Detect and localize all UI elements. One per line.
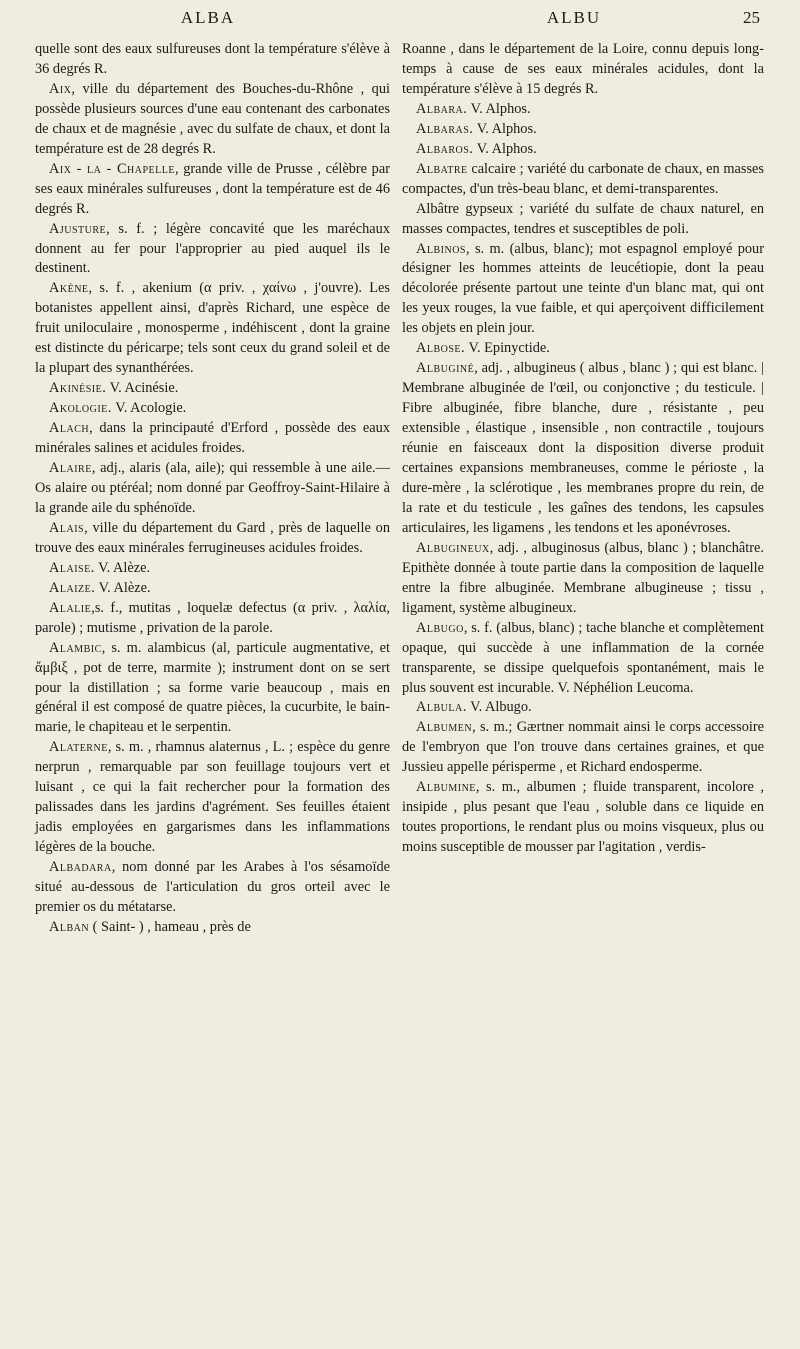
entry-definition: V. Alphos.: [473, 120, 537, 137]
dictionary-entry: [402, 100, 764, 120]
entry-definition: , adj., alaris (ala, aile); qui ressemble à une aile.—Os alaire ou ptéréal; nom donné par Geoffroy-Saint-Hilaire à la grande aile du sphénoïde.: [35, 460, 390, 516]
entry-headword: Alambic: [49, 639, 102, 656]
entry-definition: , ville du département du Gard , près de laquelle on trouve des eaux minérales ferrugineuses acidules froides.: [35, 519, 390, 556]
dictionary-entry: [402, 240, 764, 340]
right-running-title: ALBU: [546, 8, 602, 27]
entry-definition: ,s. f., mutitas , loquelæ defectus (α priv. , λαλία, parole) ; mutisme , privation de la parole.: [35, 599, 390, 636]
entry-headword: Albinos: [416, 240, 466, 257]
dictionary-entry: [402, 698, 764, 718]
entry-definition: , s. f. ; légère concavité que les maréchaux donnent au fer pour l'approprier au pied auquel ils le destinent.: [35, 220, 390, 277]
entry-headword: Albula.: [416, 699, 467, 716]
dictionary-entry: [402, 778, 764, 858]
entry-headword: Albose.: [416, 340, 466, 357]
entry-definition: , s. m. , rhamnus alaternus , L. ; espèce du genre nerprun , remarquable par son feuillage toujours vert et luisant , ce qui la fait rechercher pour la formation des palissades dans les jardins d'agrément. Ses feuilles étaient jadis employées en gargarismes dans les inflammations légères de la bouche.: [35, 739, 390, 856]
dictionary-entry: [402, 120, 764, 140]
running-header: [34, 8, 760, 34]
entry-definition: V. Acinésie.: [106, 380, 179, 397]
entry-definition: , s. m. (albus, blanc); mot espagnol employé pour désigner les hommes atteints de leucétiopie, dont la peau décolorée présente partout une teinte d'un blanc mat, qui ont les yeux rouges, la vue faible, et qui aperçoivent difficilement les objets en plein jour.: [402, 240, 764, 337]
left-running-title: ALBA: [180, 8, 236, 27]
dictionary-entry: [402, 160, 764, 200]
dictionary-entry: [402, 40, 764, 100]
entry-headword: Albumine: [416, 779, 476, 796]
dictionary-entry: [35, 459, 390, 519]
entry-headword: Albumen: [416, 719, 473, 736]
entry-headword: Alaise.: [49, 559, 95, 576]
dictionary-entry: [402, 200, 764, 240]
dictionary-entry: [35, 40, 390, 80]
dictionary-entry: [402, 339, 764, 359]
entry-definition: ( Saint- ) , hameau , près de: [89, 918, 251, 935]
entry-headword: Akinésie.: [49, 380, 107, 397]
entry-headword: Albugo: [416, 619, 464, 636]
dictionary-entry: [35, 559, 390, 579]
entry-definition: V. Alèze.: [94, 559, 151, 576]
entry-definition: , adj. , albuginosus (albus, blanc ) ; blanchâtre. Epithète donnée à toute partie dans la composition de laquelle entre la fibre albuginée. Membrane albugineuse ; tissu , ligament, système albugineux.: [402, 539, 764, 616]
entry-headword: Albadara: [49, 859, 112, 876]
dictionary-entry: [35, 220, 390, 280]
entry-definition: , s. m., albumen ; fluide transparent, incolore , insipide , plus pesant que l'eau , soluble dans ce liquide en toutes proportions, le rendant plus ou moins visqueux, plus ou moins susceptible de mousser par l'agitation , verdis-: [402, 779, 764, 856]
entry-headword: Alaize.: [49, 579, 96, 596]
entry-headword: Ajusture: [49, 220, 107, 237]
dictionary-entry: [35, 858, 390, 918]
dictionary-entry: [35, 579, 390, 599]
dictionary-entry: [402, 718, 764, 778]
dictionary-entry: [35, 279, 390, 379]
dictionary-entry: [35, 399, 390, 419]
dictionary-entry: [35, 918, 390, 938]
entry-headword: Albaros.: [416, 140, 474, 157]
entry-definition: V. Alphos.: [467, 100, 531, 117]
entry-definition: , s. f. (albus, blanc) ; tache blanche et complètement opaque, qui succède à une inflammation de la cornée transparente, se dissipe quelquefois spontanément, mais le plus souvent est incurable. V. Néphélion Leucoma.: [402, 619, 764, 696]
entry-headword: Albugineux: [416, 539, 490, 556]
dictionary-entry: [35, 419, 390, 459]
entry-definition: V. Alèze.: [95, 579, 151, 596]
dictionary-entry: [35, 80, 390, 160]
entry-definition: , dans la principauté d'Erford , possède des eaux minérales salines et acidules froides.: [35, 420, 390, 457]
entry-headword: Alban: [49, 918, 90, 935]
entry-headword: Alaterne: [49, 739, 108, 756]
left-column: [35, 40, 390, 938]
dictionary-entry: [35, 519, 390, 559]
entry-definition: , ville du département des Bouches-du-Rhône , qui possède plusieurs sources d'une eau contenant des carbonates de chaux et de magnésie , avec du sulfate de chaux, et dont la température est de 28 degrés R.: [35, 80, 390, 157]
entry-definition: , adj. , albugineus ( albus , blanc ) ; qui est blanc. | Membrane albuginée de l'œil, ou conjonctive ; du testicule. | Fibre albuginée, fibre blanche, dure , résistante , peu extensible , élastique , insensible , non contractile , toujours réunie en faisceaux dont la disposition diverse produit certaines expansions membraneuses, comme le périoste , la dure-mère , la sclérotique , les membranes propre du rein, de la rate et du testicule , les gaînes des tendons, les capsules articulaires, les ligamens , les tendons et les aponévroses.: [402, 360, 764, 536]
dictionary-entry: [35, 599, 390, 639]
entry-headword: Aix: [49, 80, 72, 97]
entry-definition: , s. m.; Gærtner nommait ainsi le corps accessoire de l'embryon que l'on trouve dans certaines graines, et que Jussieu appelle périsperme , et Richard endosperme.: [402, 719, 764, 776]
entry-headword: Alais: [49, 519, 85, 536]
entry-definition: V. Acologie.: [111, 400, 187, 417]
entry-headword: Albaras.: [416, 120, 474, 137]
entry-headword: Albuginé: [416, 360, 475, 377]
dictionary-entry: [402, 359, 764, 539]
entry-definition: , grande ville de Prusse , célèbre par ses eaux minérales sulfureuses , dont la température est de 46 degrés R.: [35, 160, 390, 217]
entry-definition: Albâtre gypseux ; variété du sulfate de chaux naturel, en masses compactes, tendres et susceptibles de poli.: [402, 200, 764, 237]
entry-headword: Alalie: [49, 599, 92, 616]
entry-headword: Aix - la - Chapelle: [49, 160, 175, 177]
page-number: 25: [743, 8, 760, 27]
entry-headword: Albatre: [416, 160, 468, 177]
entry-definition: , s. m. alambicus (al, particule augmentative, et ἄμβιξ , pot de terre, marmite ); instrument dont on se sert pour la distillation ; sa forme varie beaucoup , mais en général il est composé de quatre pièces, la cucurbite, le bain-marie, le chapiteau et le serpentin.: [35, 639, 390, 736]
dictionary-entry: [402, 539, 764, 619]
right-column: [402, 40, 764, 858]
dictionary-entry: [35, 160, 390, 220]
entry-headword: Akologie.: [49, 400, 112, 417]
entry-definition: V. Albugo.: [466, 699, 532, 716]
entry-headword: Alach: [49, 420, 90, 437]
entry-headword: Albara.: [416, 100, 468, 117]
entry-definition: Roanne , dans le département de la Loire, connu depuis long-temps à cause de ses eaux minérales acidules, dont la température s'élève à 15 degrés R.: [402, 41, 764, 97]
entry-definition: , nom donné par les Arabes à l'os sésamoïde situé au-dessous de l'articulation du gros orteil avec le premier os du métatarse.: [35, 859, 390, 915]
entry-definition: calcaire ; variété du carbonate de chaux, en masses compactes, d'un très-beau blanc, et demi-transparentes.: [402, 160, 764, 197]
dictionary-entry: [35, 379, 390, 399]
dictionary-entry: [35, 738, 390, 858]
dictionary-entry: [402, 140, 764, 160]
dictionary-entry: [402, 619, 764, 699]
entry-definition: quelle sont des eaux sulfureuses dont la température s'élève à 36 degrés R.: [35, 41, 390, 77]
dictionary-entry: [35, 639, 390, 739]
entry-definition: V. Alphos.: [473, 140, 537, 157]
entry-definition: , s. f. , akenium (α priv. , χαίνω , j'ouvre). Les botanistes appellent ainsi, d'après Richard, une espèce de fruit uniloculaire , monosperme , indéhiscent , dont la graine est distincte du péricarpe; tels sont ceux du grand soleil et de la plupart des synanthérées.: [35, 280, 390, 377]
entry-headword: Akène: [49, 280, 89, 297]
entry-headword: Alaire: [49, 460, 92, 477]
entry-definition: V. Epinyctide.: [465, 340, 550, 357]
